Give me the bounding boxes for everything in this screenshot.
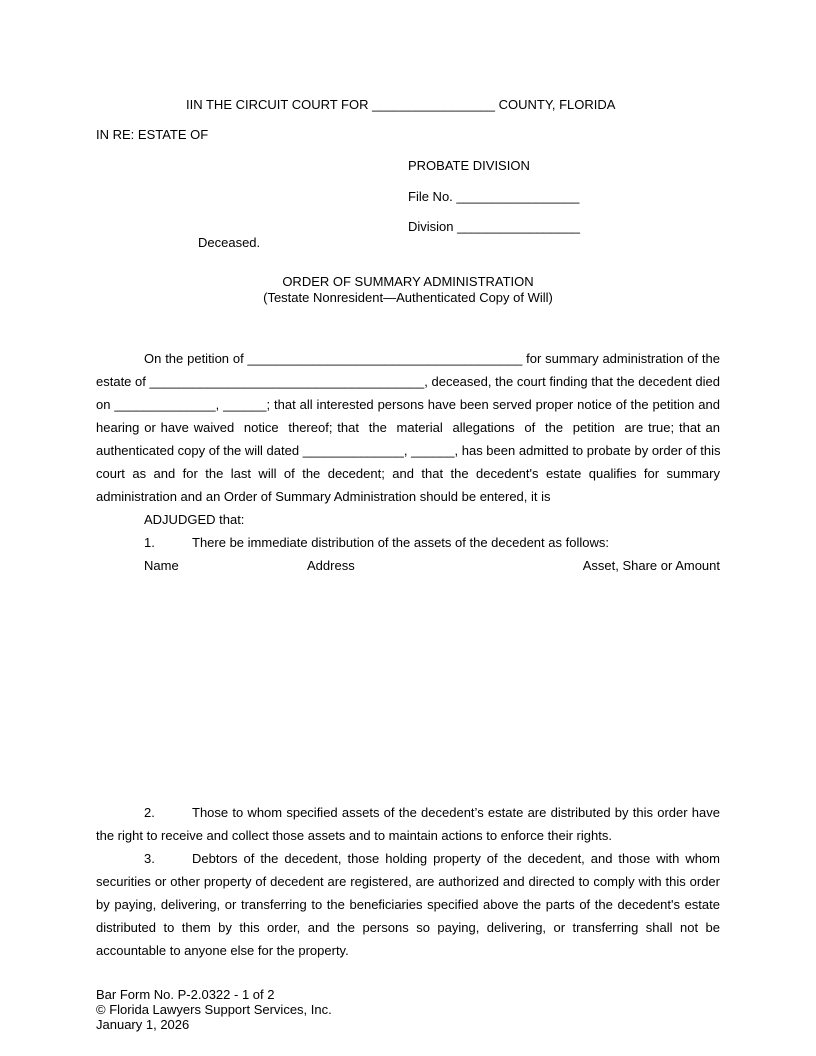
division-field: Division _________________ [408, 219, 581, 234]
paragraph-line: authenticated copy of the will dated ______________, ______, has been admitted to probate by order of this [96, 443, 721, 458]
file-number-field: File No. _________________ [408, 189, 580, 204]
footer-copyright: © Florida Lawyers Support Services, Inc. [96, 1002, 332, 1017]
paragraph-line: court as and for the last will of the decedent; and that the decedent's estate qualifies for summary [96, 466, 720, 481]
court-caption: IIN THE CIRCUIT COURT FOR _________________ COUNTY, FLORIDA [186, 97, 616, 112]
paragraph-line: On the petition of ______________________________________ for summary administration of the [144, 351, 720, 366]
footer-form-number: Bar Form No. P-2.0322 - 1 of 2 [96, 987, 275, 1002]
paragraph-line: accountable to anyone else for the property. [96, 943, 349, 958]
document-subtitle: (Testate Nonresident—Authenticated Copy of Will) [263, 290, 553, 305]
column-header-name: Name [144, 558, 179, 573]
paragraph-line: hearing or have waived notice thereof; that the material allegations of the petition are true; that an [96, 420, 720, 435]
item-text: There be immediate distribution of the assets of the decedent as follows: [192, 535, 609, 550]
footer-date: January 1, 2026 [96, 1017, 190, 1032]
paragraph-line: on ______________, ______; that all interested persons have been served proper notice of the petition and [96, 397, 720, 412]
paragraph-line: administration and an Order of Summary Administration should be entered, it is [96, 489, 551, 504]
paragraph-line: Debtors of the decedent, those holding property of the decedent, and those with whom [192, 851, 720, 866]
in-re-label: IN RE: ESTATE OF [96, 127, 209, 142]
paragraph-line: by paying, delivering, or transferring to the beneficiaries specified above the parts of the decedent's estate [96, 897, 720, 912]
probate-division-label: PROBATE DIVISION [408, 158, 530, 173]
item-number: 1. [144, 535, 155, 550]
paragraph-line: the right to receive and collect those assets and to maintain actions to enforce their rights. [96, 828, 612, 843]
paragraph-line: distributed to them by this order, and the persons so paying, delivering, or transferring shall not be [96, 920, 720, 935]
deceased-label: Deceased. [198, 235, 261, 250]
item-number: 2. [144, 805, 155, 820]
column-header-asset: Asset, Share or Amount [582, 558, 720, 573]
adjudged-heading: ADJUDGED that: [144, 512, 245, 527]
item-number: 3. [144, 851, 155, 866]
document-title: ORDER OF SUMMARY ADMINISTRATION [282, 274, 534, 289]
column-header-address: Address [307, 558, 355, 573]
paragraph-line: Those to whom specified assets of the decedent’s estate are distributed by this order have [192, 805, 720, 820]
paragraph-line: estate of ______________________________________, deceased, the court finding that the decedent died [96, 374, 720, 389]
paragraph-line: securities or other property of decedent are registered, are authorized and directed to comply with this order [96, 874, 720, 889]
